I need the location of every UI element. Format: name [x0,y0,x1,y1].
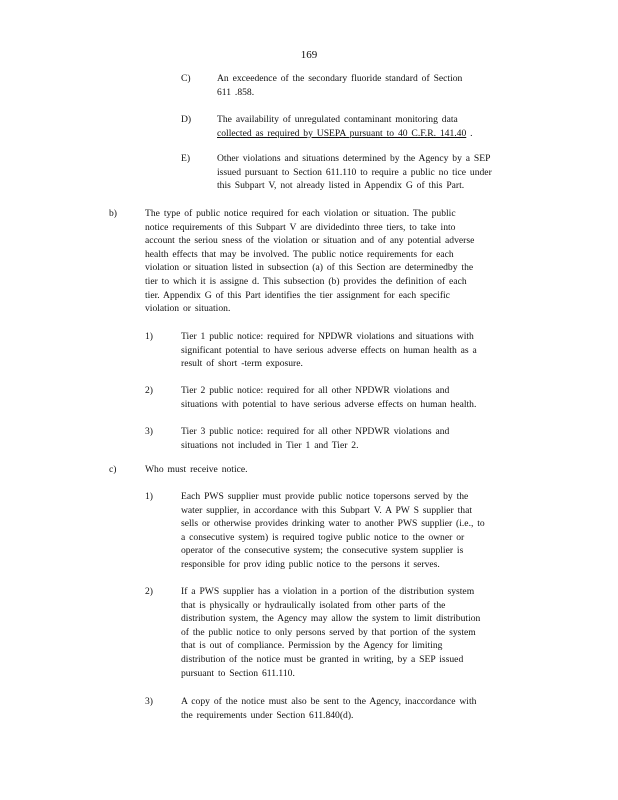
section-b-item-1-text: Tier 1 public notice: required for NPDWR violations and situations with significant potential to have serious adverse effects on human health as a result of short -term exposure. [181,331,477,370]
section-c-item-3-label: 3) [145,696,153,707]
section-b-item-1-label: 1) [145,331,153,342]
section-c-item-2-label: 2) [145,586,153,597]
section-c-text: Who must receive notice. [145,464,248,475]
section-c-item-1-label: 1) [145,491,153,502]
item-d-label: D) [181,114,192,125]
section-c-item-2-text: If a PWS supplier has a violation in a portion of the distribution system that is physically or hydraulically isolated from other parts of the distribution system, the Agency may allow the system to limit distribution of the public notice to only persons served by that portion of the system that is out of compliance. Permission by the Agency for limiting distribution of the notice must be granted in writing, by a SEP issued pursuant to Section 611.110. [181,586,481,679]
section-b-item-3-text: Tier 3 public notice: required for all other NPDWR violations and situations not included in Tier 1 and Tier 2. [181,426,450,451]
section-c-item-3-text: A copy of the notice must also be sent to the Agency, inaccordance with the requirements under Section 611.840(d). [181,696,477,721]
item-c-text: An exceedence of the secondary fluoride standard of Section 611 .858. [217,73,463,98]
section-c-item-1-text: Each PWS supplier must provide public notice topersons served by the water supplier, in accordance with this Subpart V. A PW S supplier that sells or otherwise provides drinking water to another PWS supplier (i.e., to a consecutive system) is required togive public notice to the owner or operator of the consecutive system; the consecutive system supplier is responsible for prov iding public notice to the persons it serves. [181,491,485,570]
item-d-line2-underlined: collected as required by USEPA pursuant to 40 C.F.R. 141.40 [217,127,467,139]
item-d-text [217,113,517,140]
item-c-label: C) [181,73,191,84]
item-d-line2-tail: . [466,127,473,139]
section-b-text: The type of public notice required for each violation or situation. The public notice requirements of this Subpart V are dividedinto three tiers, to take into account the seriou sness of the violation or situation and of any potential adverse health effects that may be involved. The public notice requirements for each violation or situation listed in subsection (a) of this Section are determinedby the tier to which it is assigne d. This subsection (b) provides the definition of each tier. Appendix G of this Part identifies the tier assignment for each specific violation or situation. [145,208,475,315]
item-d-line1: The availability of unregulated contaminant monitoring data [217,114,458,125]
item-e-label: E) [181,153,191,164]
section-b-item-2-label: 2) [145,385,153,396]
section-b-item-3-label: 3) [145,426,153,437]
section-c-label: c) [109,464,117,475]
section-b-label: b) [109,208,117,219]
section-b-item-2-text: Tier 2 public notice: required for all other NPDWR violations and situations with potential to have serious adverse effects on human health. [181,385,477,410]
page-number: 169 [300,49,318,61]
item-e-text: Other violations and situations determined by the Agency by a SEP issued pursuant to Section 611.110 to require a public no tice under this Subpart V, not already listed in Appendix G of this Part. [217,153,492,192]
